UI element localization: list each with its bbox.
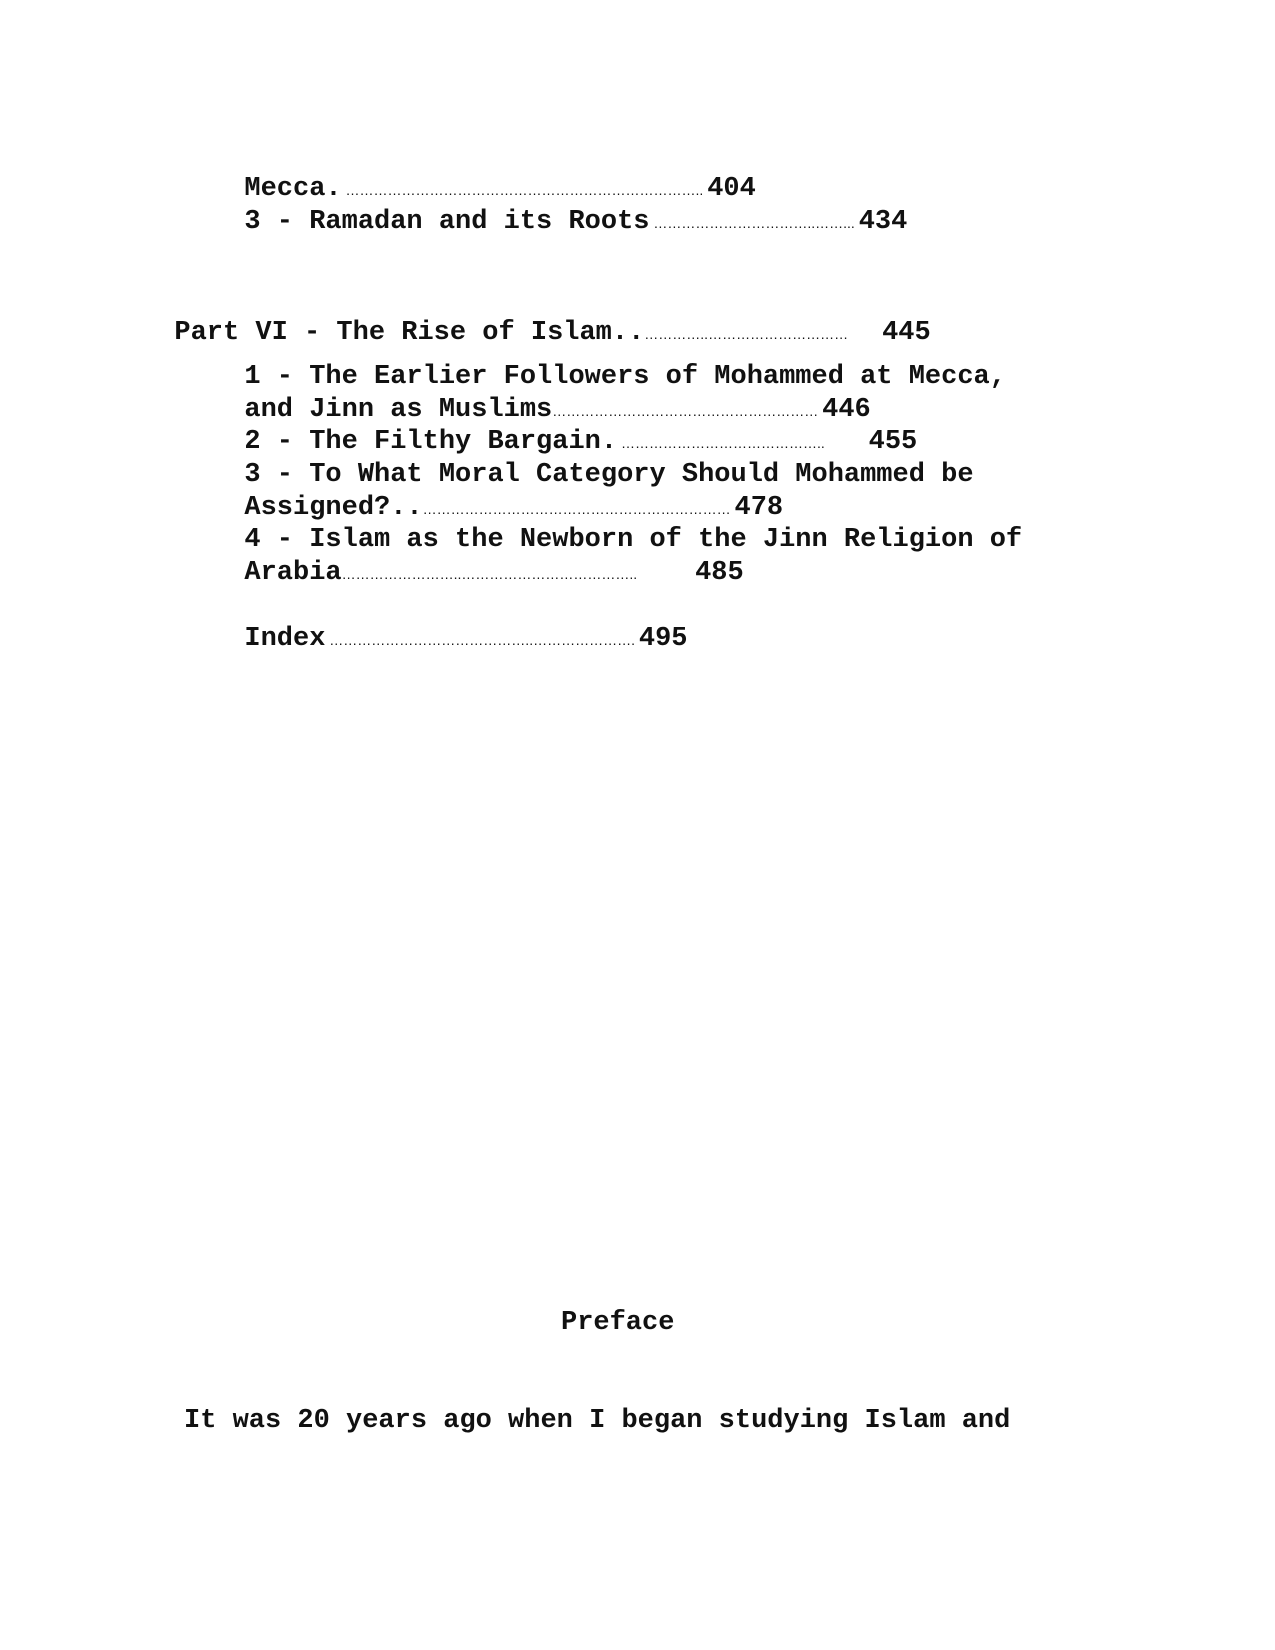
toc-page-number: 404	[707, 174, 756, 204]
toc-entry-label: 1 - The Earlier Followers of Mohammed at Mecca,	[244, 362, 1006, 392]
toc-page-number: 485	[695, 558, 744, 588]
toc-leader-dots: ……………………………………..	[617, 435, 829, 451]
toc-entry-label: 3 - Ramadan and its Roots	[244, 207, 650, 237]
toc-leader-dots: ……………………………………..………………….	[325, 632, 639, 648]
toc-entry-label: Mecca.	[244, 174, 342, 204]
toc-entry-label: 4 - Islam as the Newborn of the Jinn Religion of	[244, 525, 1023, 555]
toc-leader-dots: …………………………………………………………………..	[341, 182, 708, 198]
toc-page-number: 478	[734, 493, 784, 523]
toc-leader-dots: …………………………………………………	[552, 403, 823, 419]
toc-entry-label: Index	[244, 624, 326, 654]
toc-entry-label: and Jinn as Muslims	[244, 395, 553, 425]
toc-entry-1-line2	[212, 359, 871, 425]
toc-part-vi	[142, 282, 931, 348]
preface-title: Preface	[561, 1308, 675, 1338]
toc-page-number: 445	[882, 318, 931, 348]
toc-entry-label: Assigned?..	[244, 493, 423, 523]
toc-page-number: 455	[868, 427, 918, 457]
toc-leader-dots: ……………………………..……...	[649, 215, 859, 231]
toc-leader-dots: …………..…………………………	[644, 326, 849, 342]
toc-entry-3-line1	[212, 424, 974, 490]
toc-entry-label: 3 - To What Moral Category Should Mohammed be	[244, 460, 974, 490]
toc-entry-2	[212, 391, 918, 457]
preface-body-line: It was 20 years ago when I began studying Islam and	[184, 1406, 1011, 1436]
toc-page-number: 434	[858, 207, 908, 237]
toc-entry-label: Arabia	[244, 558, 342, 588]
toc-entry-4-line1	[212, 489, 1023, 555]
toc-entry-ramadan	[212, 171, 908, 237]
toc-page-number: 446	[822, 395, 871, 425]
toc-entry-mecca	[212, 138, 756, 204]
toc-entry-index	[212, 588, 688, 654]
toc-entry-1-line1	[212, 326, 1006, 392]
toc-entry-4-line2	[212, 522, 744, 588]
toc-leader-dots: ……………………..………………………………..	[341, 566, 642, 582]
toc-entry-3-line2	[212, 457, 784, 523]
toc-leader-dots: …………………………………………………………	[422, 501, 735, 517]
toc-part-label: Part VI - The Rise of Islam..	[174, 318, 645, 348]
toc-page-number: 495	[638, 624, 688, 654]
toc-entry-label: 2 - The Filthy Bargain.	[244, 427, 618, 457]
